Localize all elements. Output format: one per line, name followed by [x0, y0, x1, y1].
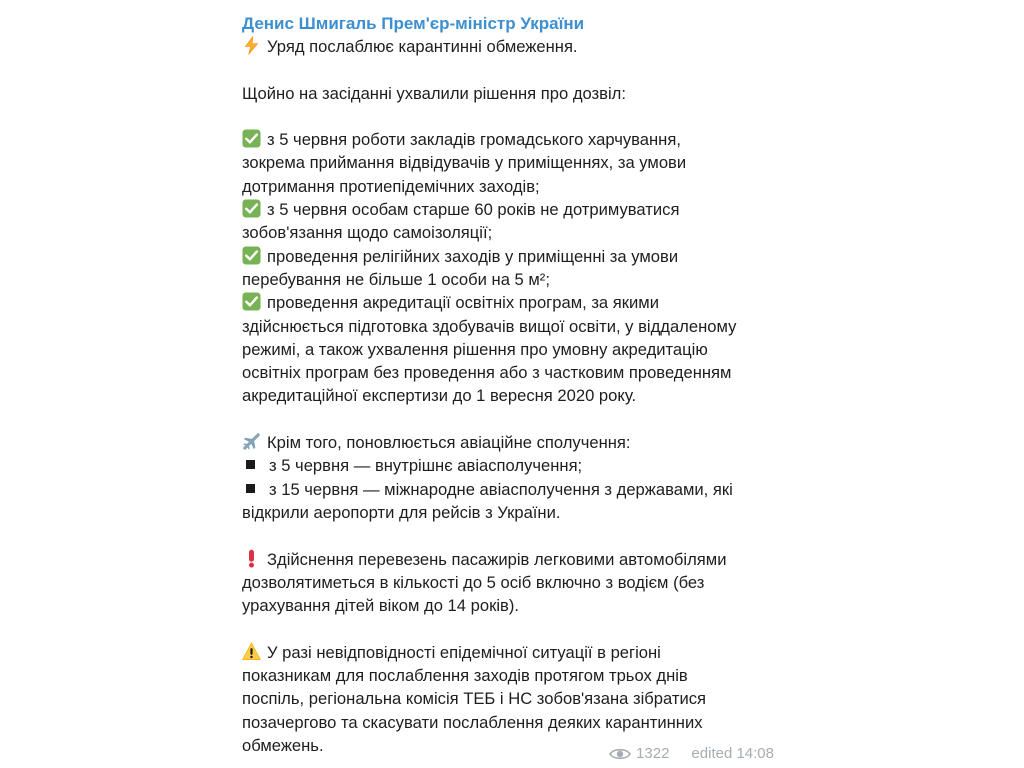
decision-text: проведення релігійних заходів у приміщенні за умови: [267, 246, 679, 266]
transport-text: урахування дітей віком до 14 років).: [242, 596, 519, 616]
aviation-text: з 15 червня — міжнародне авіасполучення з державами, які: [269, 479, 733, 499]
message-author[interactable]: Денис Шмигаль Прем'єр-міністр України: [242, 14, 585, 33]
aviation-heading-line: [242, 431, 782, 454]
decision-item: [242, 198, 782, 221]
decision-text: здійснюється підготовка здобувачів вищої освіти, у віддаленому: [242, 316, 737, 336]
black-square-icon: [246, 460, 255, 469]
warning-text: У разі невідповідності епідемічної ситуації в регіоні: [267, 642, 661, 662]
transport-line: [242, 548, 782, 571]
warning-text: показникам для послаблення заходів протягом трьох днів: [242, 666, 688, 686]
aviation-item: [242, 454, 782, 477]
decision-item: [242, 245, 782, 268]
transport-text: дозволятиметься в кількості до 5 осіб включно з водієм (без: [242, 572, 705, 592]
eye-icon: [609, 747, 631, 761]
decision-item: [242, 128, 782, 151]
aviation-text: відкрили аеропорти для рейсів з України.: [242, 502, 561, 522]
check-mark-icon: [242, 129, 261, 148]
check-mark-icon: [242, 199, 261, 218]
exclamation-icon: [242, 549, 261, 568]
warning-line: [242, 641, 782, 664]
transport-text: Здійснення перевезень пасажирів легковими автомобілями: [267, 549, 727, 569]
decision-text: зобов'язання щодо самоізоляції;: [242, 223, 493, 243]
warning-text: обмежень.: [242, 735, 324, 755]
aviation-text: з 5 червня — внутрішнє авіасполучення;: [269, 456, 583, 476]
channel-message: [242, 12, 782, 764]
decision-text: з 5 червня роботи закладів громадського харчування,: [267, 130, 681, 150]
intro-line: [242, 35, 782, 58]
warning-icon: [242, 642, 261, 661]
intro-text: Уряд послаблює карантинні обмеження.: [267, 37, 578, 56]
message-meta: [609, 745, 774, 762]
decision-text: акредитаційної експертизи до 1 вересня 2020 року.: [242, 386, 637, 406]
warning-text: поспіль, регіональна комісія ТЕБ і НС зобов'язана зібратися: [242, 689, 707, 709]
decision-text: перебування не більше 1 особи на 5 м²;: [242, 269, 550, 289]
decision-text: дотримання протиепідемічних заходів;: [242, 176, 540, 196]
airplane-icon: [242, 432, 261, 451]
warning-text: позачергово та скасувати послаблення деяких карантинних: [242, 712, 703, 732]
check-mark-icon: [242, 246, 261, 265]
decision-text: режимі, а також ухвалення рішення про умовну акредитацію: [242, 339, 708, 359]
check-mark-icon: [242, 292, 261, 311]
aviation-item: [242, 478, 782, 501]
black-square-icon: [246, 484, 255, 493]
decision-text: освітніх програм без проведення або з частковим проведенням: [242, 363, 732, 383]
view-count: 1322: [636, 745, 670, 762]
message-body: [242, 35, 782, 757]
edited-timestamp: edited 14:08: [691, 745, 774, 762]
aviation-heading: Крім того, поновлюється авіаційне сполучення:: [267, 433, 631, 453]
lightning-icon: [242, 36, 261, 55]
decision-item: [242, 291, 782, 314]
decision-heading: Щойно на засіданні ухвалили рішення про дозвіл:: [242, 83, 626, 103]
decision-text: проведення акредитації освітніх програм, за якими: [267, 293, 659, 313]
decision-text: зокрема приймання відвідувачів у приміщеннях, за умови: [242, 153, 687, 173]
decision-text: з 5 червня особам старше 60 років не дотримуватися: [267, 200, 680, 220]
